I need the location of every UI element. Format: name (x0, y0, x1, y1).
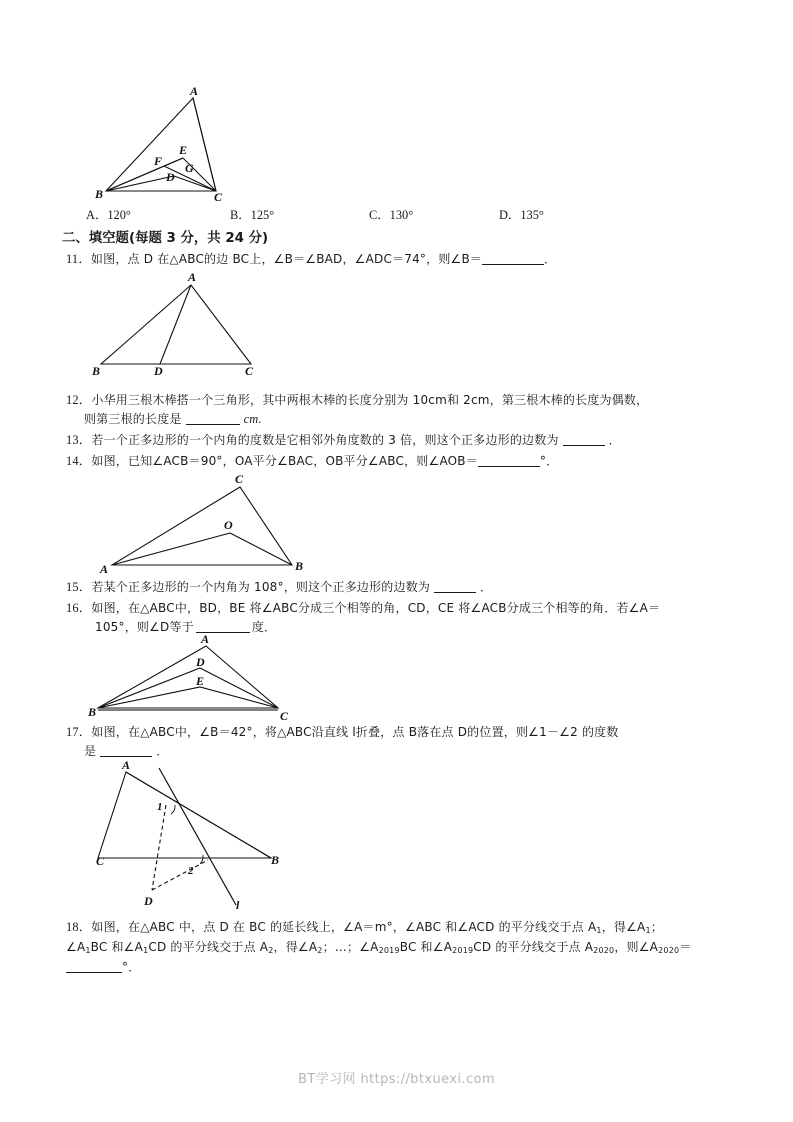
question-18-text-l: ＝ (679, 940, 692, 954)
question-18-sub-1d: 1 (143, 946, 149, 955)
question-13-answer-blank[interactable] (563, 433, 605, 446)
question-18-line-3 (66, 958, 140, 977)
question-15-line-1 (66, 578, 492, 597)
figure-label-A: A (122, 758, 131, 772)
question-17-text-2: 是 (84, 744, 97, 758)
figure-label-B: B (95, 187, 104, 201)
figure-question-10 (88, 86, 228, 204)
question-18-text-b: ，得∠A (601, 920, 646, 934)
figure-label-A: A (188, 270, 197, 284)
question-12-answer-blank[interactable] (186, 412, 240, 425)
figure-question-14 (90, 465, 320, 576)
figure-label-C: C (214, 190, 223, 204)
question-13-period: ． (608, 433, 621, 447)
figure-question-16 (88, 630, 318, 722)
figure-label-A: A (201, 632, 210, 646)
question-18-text-d: ∠A (66, 940, 86, 954)
figure-label-C: C (96, 854, 105, 868)
question-17-text: 如图，在△ABC中，∠B＝42°，将△ABC沿直线 l折叠，点 B落在点 D的位置，则∠1－∠2 的度数 (91, 725, 619, 739)
figure-label-D: D (144, 894, 153, 908)
question-18-number: 18． (66, 920, 92, 934)
question-18-line-2 (66, 938, 691, 960)
question-18-answer-blank[interactable] (66, 960, 122, 973)
figure-label-O: O (224, 518, 233, 532)
figure-label-G: G (185, 161, 194, 175)
question-18-text-k: ，则∠A (614, 940, 659, 954)
question-18-text-g: ，得∠A (273, 940, 318, 954)
question-11-text: 如图，点 D 在△ABC的边 BC上，∠B＝∠BAD，∠ADC＝74°，则∠B＝ (90, 252, 483, 266)
question-12-line-1 (66, 391, 648, 410)
question-18-text-f: CD 的平分线交于点 A (148, 940, 269, 954)
question-11-period: ． (544, 252, 557, 266)
question-18-sub-2020b: 2020 (658, 946, 680, 955)
figure-label-D: D (154, 364, 163, 378)
option-a[interactable]: A．120° (86, 208, 131, 222)
site-watermark: BT学习网 https://btxuexi.com (298, 1072, 495, 1087)
question-17-number: 17． (66, 725, 92, 739)
question-15-text: 若某个正多边形的一个内角为 108°，则这个正多边形的边数为 (91, 580, 431, 594)
question-12-line-2 (84, 410, 262, 429)
question-18-text-j: CD 的平分线交于点 A (473, 940, 594, 954)
question-18-sub-2b: 2 (317, 946, 323, 955)
question-18-text-a: 如图，在△ABC 中，点 D 在 BC 的延长线上，∠A＝m°，∠ABC 和∠ACD 的平分线交于点 A (91, 920, 597, 934)
answer-options-row (86, 205, 706, 223)
figure-label-D: D (166, 170, 175, 184)
section-title-fill-in-blank: 二、填空题(每题 3 分，共 24 分) (62, 231, 269, 246)
option-c[interactable]: C．130° (369, 208, 414, 222)
question-14-answer-blank[interactable] (478, 454, 540, 467)
question-11-answer-blank[interactable] (482, 252, 544, 265)
question-18-sub-2019b: 2019 (452, 946, 474, 955)
figure-question-17 (96, 758, 296, 910)
question-13-text: 若一个正多边形的一个内角的度数是它相邻外角度数的 3 倍，则这个正多边形的边数为 (91, 433, 559, 447)
figure-label-B: B (271, 853, 280, 867)
figure-label-B: B (92, 364, 101, 378)
question-14-unit: °． (539, 454, 559, 468)
question-18-text-i: BC 和∠A (399, 940, 453, 954)
question-13-number: 13． (66, 433, 92, 447)
figure-label-D: D (196, 655, 205, 669)
question-14-number: 14． (66, 454, 92, 468)
question-18-line-1 (66, 918, 663, 940)
question-17-answer-blank[interactable] (100, 744, 152, 757)
question-18-unit: °． (122, 960, 141, 974)
figure-question-11 (88, 268, 308, 376)
question-15-answer-blank[interactable] (434, 580, 476, 593)
figure-label-F: F (154, 154, 163, 168)
figure-label-angle-2: 2 (188, 865, 194, 877)
figure-label-C: C (245, 364, 254, 378)
question-11-line-1 (66, 250, 556, 269)
question-12-number: 12． (66, 393, 92, 407)
question-16-text-2: 105°，则∠D等于 (95, 620, 194, 634)
figure-label-A: A (100, 562, 109, 576)
question-17-period: ． (156, 744, 169, 758)
question-18-sub-1c: 1 (85, 946, 91, 955)
figure-label-E: E (196, 674, 205, 688)
question-18-text-c: ； (650, 920, 663, 934)
figure-label-l: l (236, 898, 240, 912)
question-12-unit: cm. (243, 412, 262, 426)
figure-label-E: E (179, 143, 188, 157)
figure-label-angle-1: 1 (157, 801, 163, 813)
figure-label-A: A (190, 84, 199, 98)
question-18-text-e: BC 和∠A (90, 940, 144, 954)
figure-label-B: B (88, 705, 97, 719)
question-14-text: 如图，已知∠ACB＝90°，OA平分∠BAC，OB平分∠ABC，则∠AOB＝ (91, 454, 478, 468)
figure-label-B: B (295, 559, 304, 573)
question-18-sub-2020: 2020 (593, 946, 615, 955)
question-15-number: 15． (66, 580, 92, 594)
figure-label-C: C (280, 709, 289, 723)
question-18-sub-2: 2 (268, 946, 274, 955)
question-13-line-1 (66, 431, 621, 450)
question-16-line-1 (66, 599, 660, 618)
question-18-sub-2019: 2019 (378, 946, 400, 955)
question-16-unit: 度． (251, 620, 277, 634)
figure-label-C: C (235, 472, 244, 486)
question-18-sub-1: 1 (596, 926, 602, 935)
question-12-text: 小华用三根木棒搭一个三角形，其中两根木棒的长度分别为 10cm和 2cm，第三根木棒的长度为偶数， (91, 393, 649, 407)
option-d[interactable]: D．135° (499, 208, 544, 222)
question-17-line-1 (66, 723, 619, 742)
question-16-text: 如图，在△ABC中，BD，BE 将∠ABC分成三个相等的角，CD，CE 将∠ACB分成三个相等的角．若∠A＝ (91, 601, 661, 615)
question-12-text-2: 则第三根的长度是 (84, 412, 182, 426)
question-15-period: ． (480, 580, 493, 594)
option-b[interactable]: B．125° (230, 208, 275, 222)
question-18-sub-1b: 1 (645, 926, 651, 935)
question-18-text-h: ；…；∠A (322, 940, 379, 954)
question-11-number: 11． (66, 252, 91, 266)
question-16-number: 16． (66, 601, 92, 615)
